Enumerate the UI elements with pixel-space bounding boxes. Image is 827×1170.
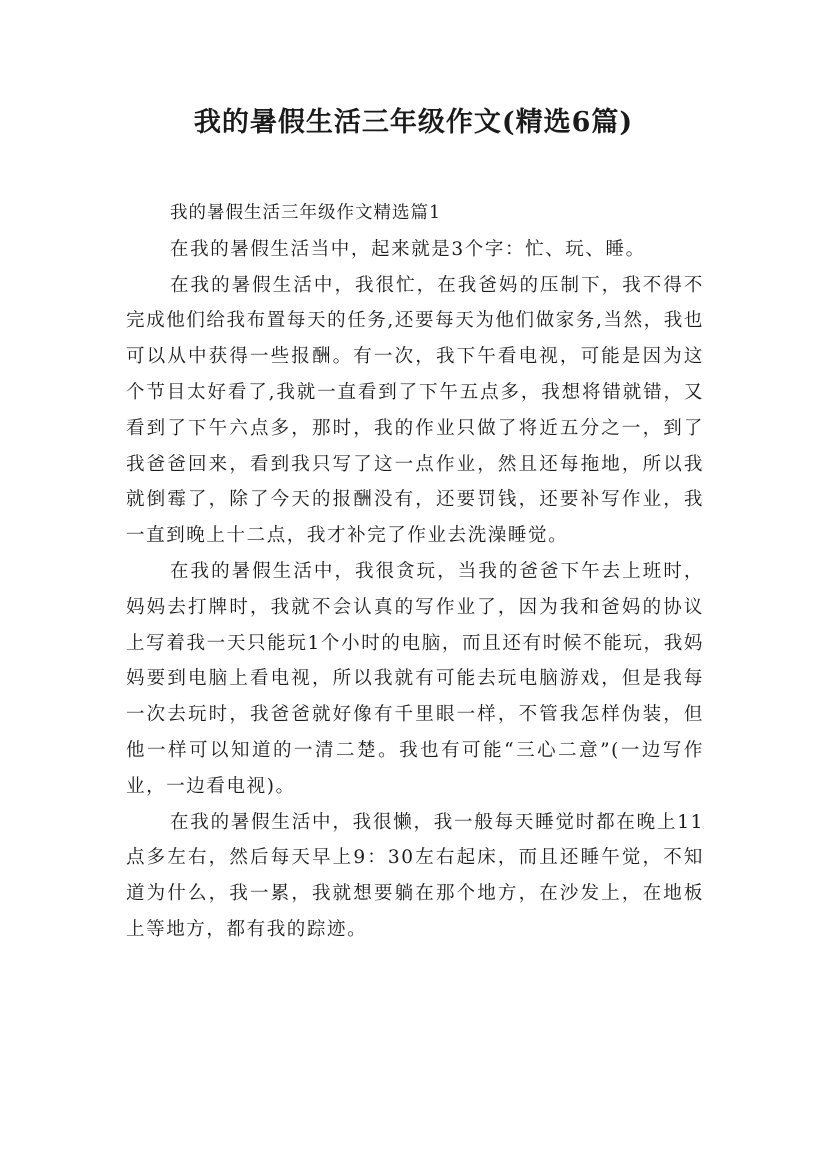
paragraph-play: 在我的暑假生活中，我很贪玩，当我的爸爸下午去上班时，妈妈去打牌时，我就不会认真的写作业了，因为我和爸妈的协议上写着我一天只能玩1个小时的电脑，而且还有时候不能玩，我妈妈要到电脑上看电视，所以我就有可能去玩电脑游戏，但是我每一次去玩时，我爸爸就好像有千里眼一样，不管我怎样伪装，但他一样可以知道的一清二楚。我也有可能“三心二意”(一边写作业，一边看电视)。 — [126, 560, 704, 797]
paragraph-busy: 在我的暑假生活中，我很忙，在我爸妈的压制下，我不得不完成他们给我布置每天的任务,还要每天为他们做家务,当然，我也可以从中获得一些报酬。有一次，我下午看电视，可能是因为这个节目太好看了,我就一直看到了下午五点多，我想将错就错，又看到了下午六点多，那时，我的作业只做了将近五分之一，到了我爸爸回来，看到我只写了这一点作业，然且还每拖地，所以我就倒霉了，除了今天的报酬没有，还要罚钱，还要补写作业，我一直到晚上十二点，我才补完了作业去洗澡睡觉。 — [126, 274, 704, 547]
document-body — [126, 196, 704, 948]
document-title: 我的暑假生活三年级作文(精选6篇) — [193, 107, 634, 138]
section-subtitle: 我的暑假生活三年级作文精选篇1 — [170, 203, 442, 223]
paragraph-sleep: 在我的暑假生活中，我很懒，我一般每天睡觉时都在晚上11点多左右，然后每天早上9：30左右起床，而且还睡午觉，不知道为什么，我一累，我就想要躺在那个地方，在沙发上，在地板上等地方，都有我的踪迹。 — [126, 811, 704, 940]
paragraph-intro: 在我的暑假生活当中，起来就是3个字：忙、玩、睡。 — [170, 238, 646, 260]
